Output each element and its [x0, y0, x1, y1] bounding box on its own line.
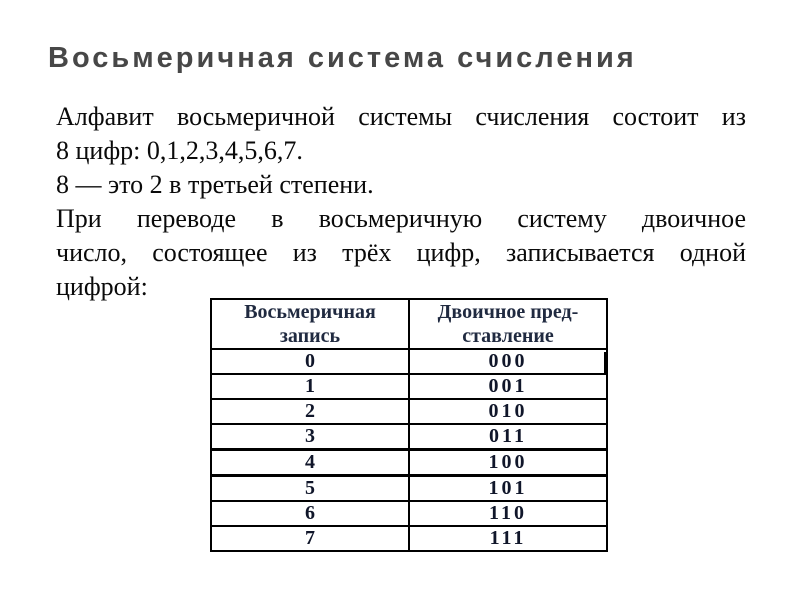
- table-row: [211, 476, 607, 502]
- column-header-binary: [409, 299, 607, 349]
- octal-cell: 6: [211, 501, 409, 526]
- binary-cell: 000: [409, 349, 607, 374]
- table-row: [211, 399, 607, 424]
- binary-cell: 001: [409, 374, 607, 399]
- table-row: [211, 424, 607, 450]
- binary-cell: 101: [409, 476, 607, 502]
- column-header-octal: [211, 299, 409, 349]
- binary-cell: 110: [409, 501, 607, 526]
- header-line: запись: [279, 325, 341, 347]
- paragraph-line: цифрой:: [56, 272, 148, 301]
- paragraph-line: При переводе в восьмеричную систему двоичное: [56, 204, 746, 233]
- text-cursor-artifact: [604, 352, 607, 373]
- octal-cell: 5: [211, 476, 409, 502]
- octal-cell: 1: [211, 374, 409, 399]
- paragraph-line: Алфавит восьмеричной системы счисления состоит из: [56, 102, 746, 131]
- page-title: Восьмеричная система счисления: [48, 42, 637, 74]
- paragraph-line: 8 — это 2 в третьей степени.: [56, 170, 374, 199]
- octal-binary-table: [210, 298, 608, 552]
- binary-cell: 100: [409, 450, 607, 476]
- header-line: Восьмеричная: [244, 301, 376, 323]
- table-header-row: [211, 299, 607, 349]
- paragraph-line: число, состоящее из трёх цифр, записывается одной: [56, 238, 746, 267]
- table-row: [211, 450, 607, 476]
- table-row: [211, 526, 607, 551]
- binary-cell: 010: [409, 399, 607, 424]
- binary-cell: 111: [409, 526, 607, 551]
- header-line: ставление: [462, 325, 554, 347]
- octal-cell: 4: [211, 450, 409, 476]
- intro-paragraph: [56, 100, 746, 304]
- table-row: [211, 349, 607, 374]
- octal-cell: 3: [211, 424, 409, 450]
- table-row: [211, 501, 607, 526]
- octal-cell: 2: [211, 399, 409, 424]
- table-row: [211, 374, 607, 399]
- octal-cell: 0: [211, 349, 409, 374]
- header-line: Двоичное пред-: [437, 301, 579, 323]
- binary-cell: 011: [409, 424, 607, 450]
- octal-cell: 7: [211, 526, 409, 551]
- paragraph-line: 8 цифр: 0,1,2,3,4,5,6,7.: [56, 136, 303, 165]
